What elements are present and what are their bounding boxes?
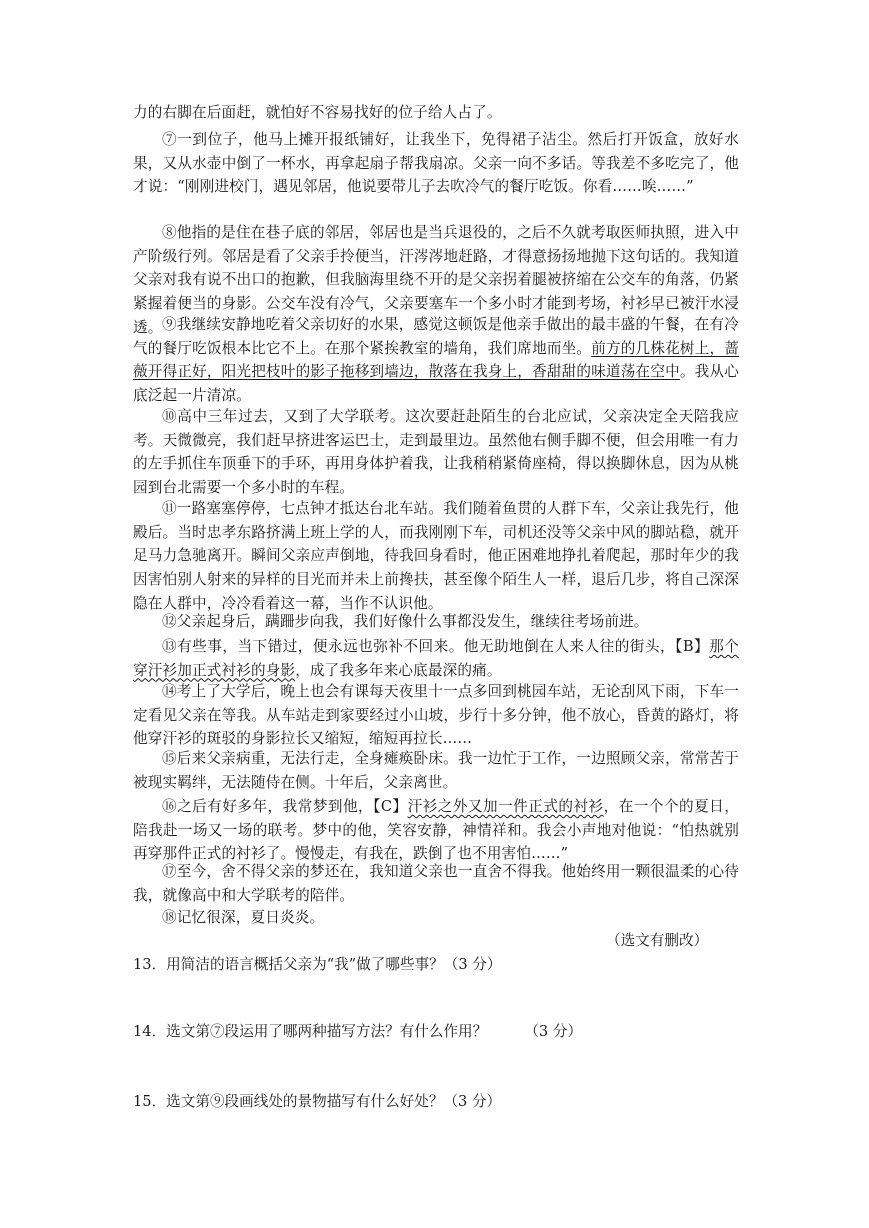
paragraph-13-marked-b: 那个穿汗衫加正式衬衫的身影 [133, 638, 739, 679]
question-15: 15．选文第⑨段画线处的景物描写有什么好处？（3 分） [133, 1093, 502, 1110]
paragraph-15: ⑮后来父亲病重，无法行走，全身瘫痪卧床。我一边忙于工作，一边照顾父亲，常常苦于被现实羁绊，无法随侍在侧。十年后，父亲离世。 [133, 750, 739, 791]
paragraph-13 [133, 635, 739, 682]
paragraph-13-text-b: ，成了我多年来心底最深的痛。 [295, 661, 502, 679]
source-note: （选文有删改） [606, 932, 709, 949]
question-14: 14．选文第⑦段运用了哪两种描写方法？有什么作用？ （3 分） [133, 1023, 583, 1040]
paragraph-14: ⑭考上了大学后，晚上也会有课每天夜里十一点多回到桃园车站，无论刮风下雨，下车一定看见父亲在等我。从车站走到家要经过小山坡，步行十多分钟，他不放心，昏黄的路灯，将他穿汗衫的斑驳的身影拉长又缩短，缩短再拉长…… [133, 683, 739, 748]
paragraph-18: ⑱记忆很深，夏日炎炎。 [162, 909, 325, 926]
paragraph-13-text-a: ⑬有些事，当下错过，便永远也弥补不回来。他无助地倒在人来人往的街头，【B】 [162, 638, 710, 655]
paragraph-17: ⑰至今，舍不得父亲的梦还在，我知道父亲也一直舍不得我。他始终用一颗很温柔的心待我，就像高中和大学联考的陪伴。 [133, 863, 739, 904]
paragraph-7: ⑦一到位子，他马上摊开报纸铺好，让我坐下，免得裙子沾尘。然后打开饭盒，放好水果，又从水壶中倒了一杯水，再拿起扇子帮我扇凉。父亲一向不多话。等我差不多吃完了，他才说：“刚刚进校门，遇见邻居，他说要带儿子去吹冷气的餐厅吃饭。你看……唉……” [133, 131, 739, 196]
paragraph-9-underlined-scenery: 前方的几株花树上，蔷薇开得正好，阳光把枝叶的影子拖移到墙边，散落在我身上，香甜甜的味道荡在空中 [133, 339, 739, 381]
paragraph-10: ⑩高中三年过去，又到了大学联考。这次要赶赴陌生的台北应试，父亲决定全天陪我应考。天微微亮，我们赶早挤进客运巴士，走到最里边。虽然他右侧手脚不便，但会用唯一有力的左手抓住车顶垂下的手环，再用身体护着我，让我稍稍紧倚座椅，得以换脚休息，因为从桃园到台北需要一个多小时的车程。 [133, 408, 739, 497]
paragraph-16 [133, 795, 739, 866]
paragraph-12: ⑫父亲起身后，蹒跚步向我，我们好像什么事都没发生，继续往考场前进。 [162, 613, 649, 630]
paragraph-8: ⑧他指的是住在巷子底的邻居，邻居也是当兵退役的，之后不久就考取医师执照，进入中产阶级行列。邻居是看了父亲手拎便当，汗涔涔地赶路，才得意扬扬地抛下这句话的。我知道父亲对我有说不出口的抱歉，但我脑海里绕不开的是父亲拐着腿被挤缩在公交车的角落，仍紧紧握着便当的身影。公交车没有冷气，父亲要塞车一个多小时才能到考场，衬衫早已被汗水浸透。 [133, 224, 739, 336]
paragraph-continued: 力的右脚在后面赶，就怕好不容易找好的位子给人占了。 [133, 104, 502, 121]
paragraph-11: ⑪一路塞塞停停，七点钟才抵达台北车站。我们随着鱼贯的人群下车，父亲让我先行，他殿后。当时忠孝东路挤满上班上学的人，而我刚刚下车，司机还没等父亲中风的脚站稳，就开足马力急驰离开。瞬间父亲应声倒地，待我回身看时，他正困难地挣扎着爬起，那时年少的我因害怕别人射来的异样的目光而并未上前搀扶，甚至像个陌生人一样，退后几步，将自己深深隐在人群中，冷冷看着这一幕，当作不认识他。 [133, 500, 739, 612]
question-13: 13．用简洁的语言概括父亲为“我”做了哪些事？（3 分） [133, 956, 502, 973]
paragraph-9-text-a: ⑨我继续安静地吃着父亲切好的水果，感觉这顿饭是他亲手做出的最丰盛的午餐，在有冷气的餐厅吃饭根本比它不上。在那个紧挨教室的墙角，我们席地而坐。 [133, 316, 739, 357]
paragraph-16-text-a: ⑯之后有好多年，我常梦到他，【C】 [162, 798, 408, 815]
paragraph-16-marked-c: 汗衫之外又加一件正式的衬衫 [407, 798, 604, 815]
paragraph-9-text-b: 。我从心底泛起一片清凉。 [133, 363, 739, 405]
paragraph-16-text-b: ，在一个个的夏日，陪我赴一场又一场的联考。梦中的他，笑容安静，神情祥和。我会小声地对他说：“怕热就别再穿那件正式的衬衫了。慢慢走，有我在，跌倒了也不用害怕……” [133, 798, 739, 863]
paragraph-9 [133, 313, 739, 408]
